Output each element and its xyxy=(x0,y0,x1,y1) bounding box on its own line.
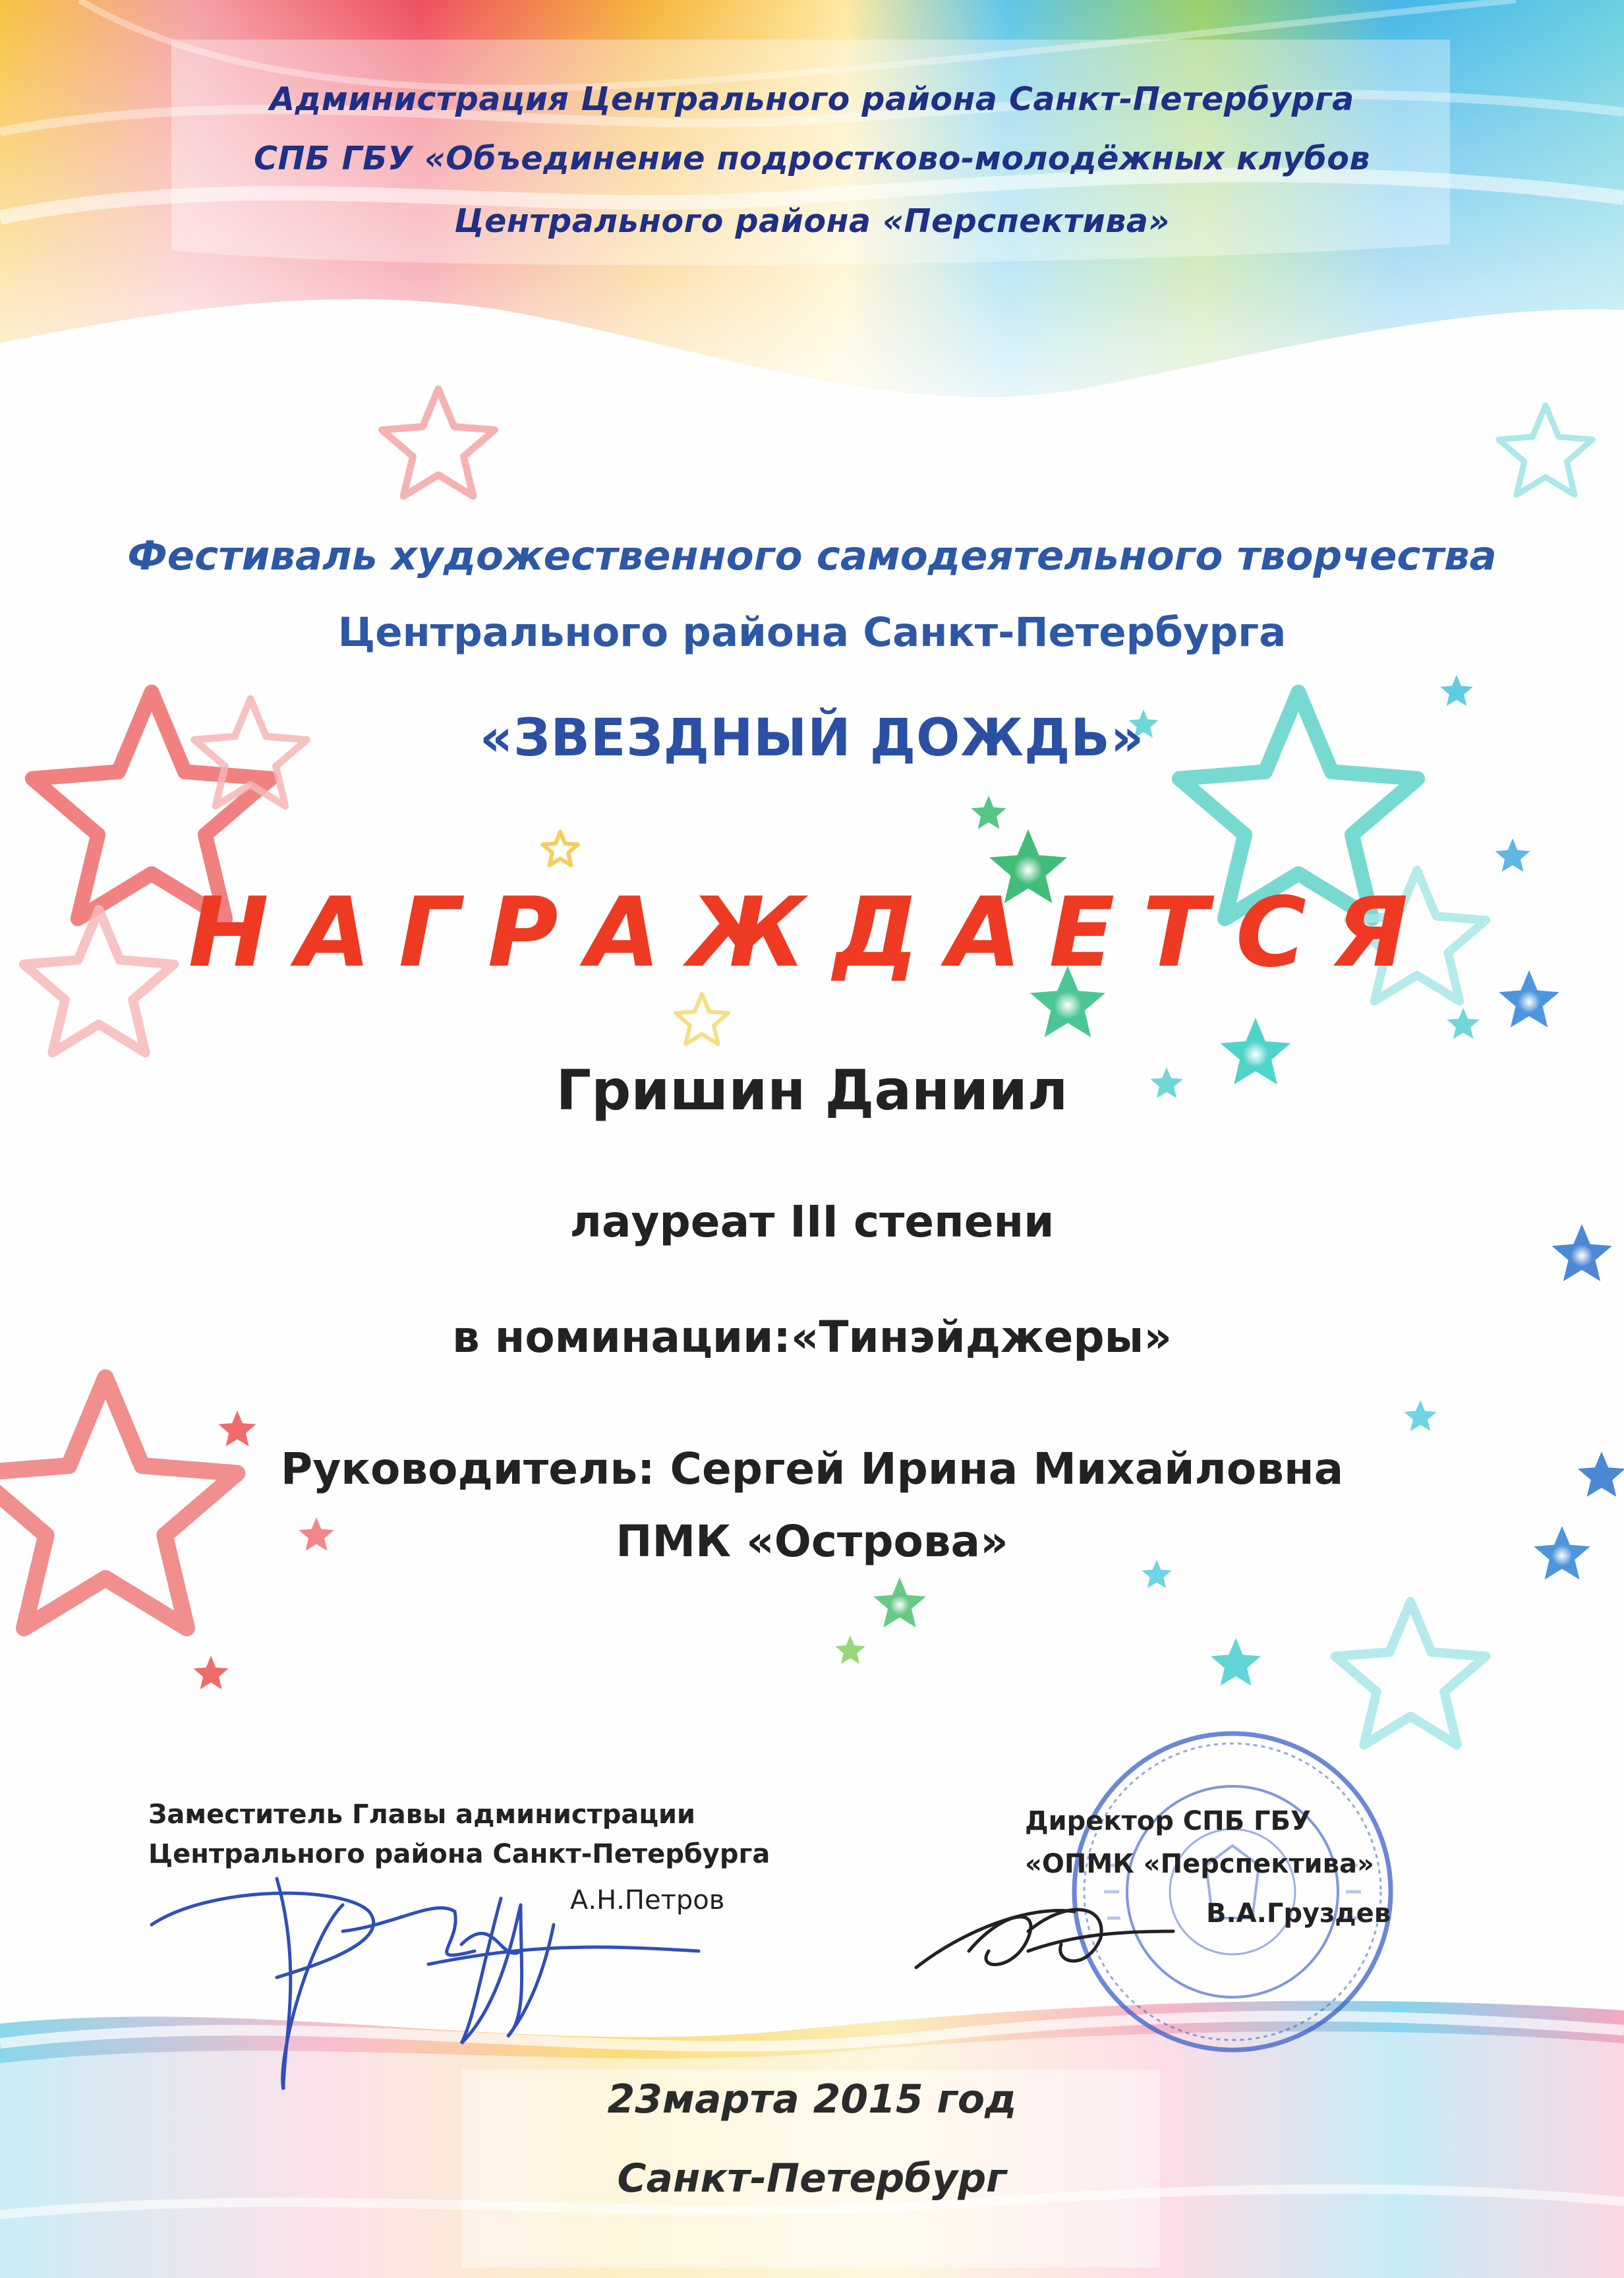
star-icon xyxy=(219,1411,256,1446)
award-title: НАГРАЖДАЕТСЯ xyxy=(188,877,1436,989)
festival-title-line-1: Фестиваль художественного самодеятельного творчества xyxy=(127,533,1497,579)
right-signer-name: В.А.Груздев xyxy=(1206,1898,1391,1929)
star-glow xyxy=(890,1595,909,1614)
issue-date: 23марта 2015 год xyxy=(607,2076,1017,2122)
organization-line-2: СПБ ГБУ «Объединение подростково-молодёжных клубов xyxy=(254,140,1370,177)
top-ribbon-decoration xyxy=(0,0,1624,397)
star-icon xyxy=(1404,1400,1436,1431)
organization-line-1: Администрация Центрального района Санкт-Петербурга xyxy=(270,80,1354,118)
star-icon xyxy=(382,389,494,496)
star-icon xyxy=(542,832,577,865)
issue-city: Санкт-Петербург xyxy=(617,2155,1007,2202)
star-icon xyxy=(1335,1602,1486,1745)
star-glow xyxy=(1571,1244,1593,1267)
star-icon xyxy=(1499,405,1593,495)
star-icon xyxy=(1440,675,1472,706)
star-glow xyxy=(1518,991,1540,1013)
bottom-ribbon-decoration xyxy=(0,2001,1624,2278)
star-icon xyxy=(1447,1008,1479,1039)
star-icon xyxy=(1495,838,1530,872)
left-signer-position-2: Центрального района Санкт-Петербурга xyxy=(148,1839,770,1869)
signature-right xyxy=(916,1910,1173,1968)
left-signer-position-1: Заместитель Главы администрации xyxy=(148,1799,696,1830)
star-icon xyxy=(835,1635,865,1664)
leader-line: Руководитель: Сергей Ирина Михайловна xyxy=(280,1444,1344,1494)
right-signer-position-1: Директор СПБ ГБУ xyxy=(1025,1806,1311,1836)
right-signer-position-2: «ОПМК «Перспектива» xyxy=(1025,1849,1374,1879)
festival-name: «ЗВЕЗДНЫЙ ДОЖДЬ» xyxy=(479,709,1145,768)
star-icon xyxy=(0,1378,237,1628)
star-glow xyxy=(1054,991,1082,1019)
star-icon xyxy=(971,796,1006,829)
award-nomination: в номинации:«Тинэйджеры» xyxy=(452,1312,1172,1362)
left-signer-name: А.Н.Петров xyxy=(570,1885,725,1915)
recipient-name: Гришин Даниил xyxy=(556,1058,1068,1123)
star-icon xyxy=(193,1656,228,1689)
festival-title-line-2: Центрального района Санкт-Петербурга xyxy=(337,609,1287,656)
club-name: ПМК «Острова» xyxy=(616,1516,1008,1567)
star-icon xyxy=(1211,1638,1261,1685)
organization-line-3: Центрального района «Перспектива» xyxy=(454,202,1170,240)
star-icon xyxy=(676,994,728,1044)
award-degree: лауреат III степени xyxy=(569,1196,1055,1247)
